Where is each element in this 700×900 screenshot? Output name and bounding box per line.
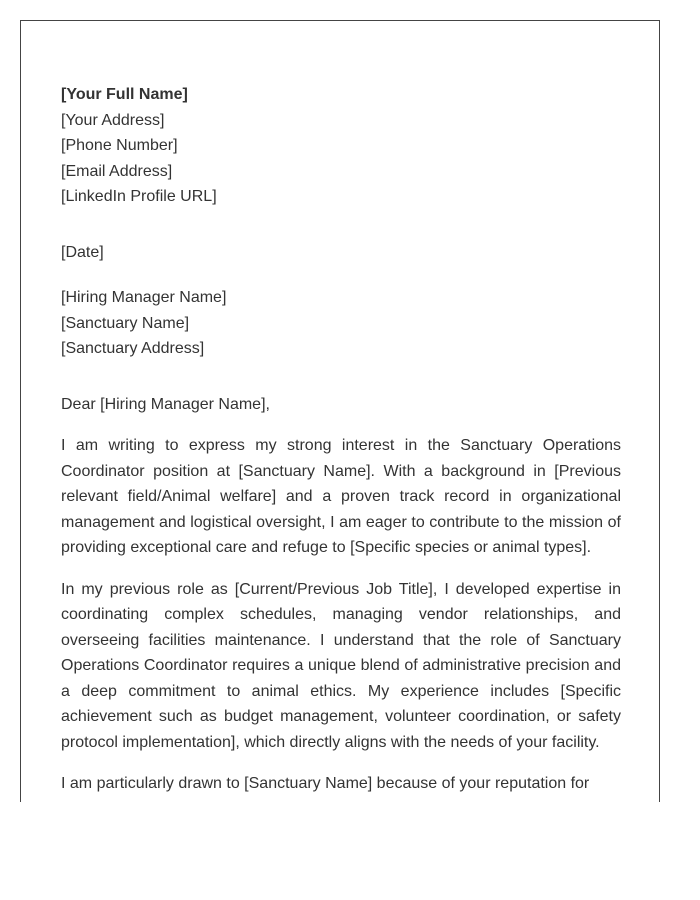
- letter-date: [Date]: [61, 243, 104, 261]
- letter-content: [61, 82, 621, 797]
- sender-email: [Email Address]: [61, 162, 173, 180]
- salutation: Dear [Hiring Manager Name],: [61, 395, 270, 413]
- recipient-block: [61, 285, 621, 362]
- sender-name: [Your Full Name]: [61, 86, 188, 103]
- sender-linkedin: [LinkedIn Profile URL]: [61, 188, 217, 205]
- date-block: [61, 240, 621, 266]
- sender-phone: [Phone Number]: [61, 137, 178, 154]
- recipient-sanctuary: [Sanctuary Name]: [61, 314, 190, 332]
- recipient-address: [Sanctuary Address]: [61, 340, 205, 357]
- body-paragraph-1: I am writing to express my strong interest in the Sanctuary Operations Coordinator position at [Sanctuary Name]. With a background in [Previous relevant field/Animal welfare] and a proven track record in organizational management and logistical oversight, I am eager to contribute to the mission of providing exceptional care and refuge to [Specific species or animal types].: [61, 437, 621, 556]
- letter-page: [20, 20, 660, 802]
- body-paragraph-3: I am particularly drawn to [Sanctuary Name] because of your reputation for: [61, 775, 590, 792]
- salutation-block: [61, 392, 621, 418]
- sender-address: [Your Address]: [61, 111, 165, 129]
- body-paragraph-2: In my previous role as [Current/Previous Job Title], I developed expertise in coordinating complex schedules, managing vendor relationships, and overseeing facilities maintenance. I understand that the role of Sanctuary Operations Coordinator requires a unique blend of administrative precision and a deep commitment to animal ethics. My experience includes [Specific achievement such as budget management, volunteer coordination, or safety protocol implementation], which directly aligns with the needs of your facility.: [61, 580, 621, 751]
- sender-block: [61, 82, 621, 210]
- recipient-manager: [Hiring Manager Name]: [61, 289, 227, 306]
